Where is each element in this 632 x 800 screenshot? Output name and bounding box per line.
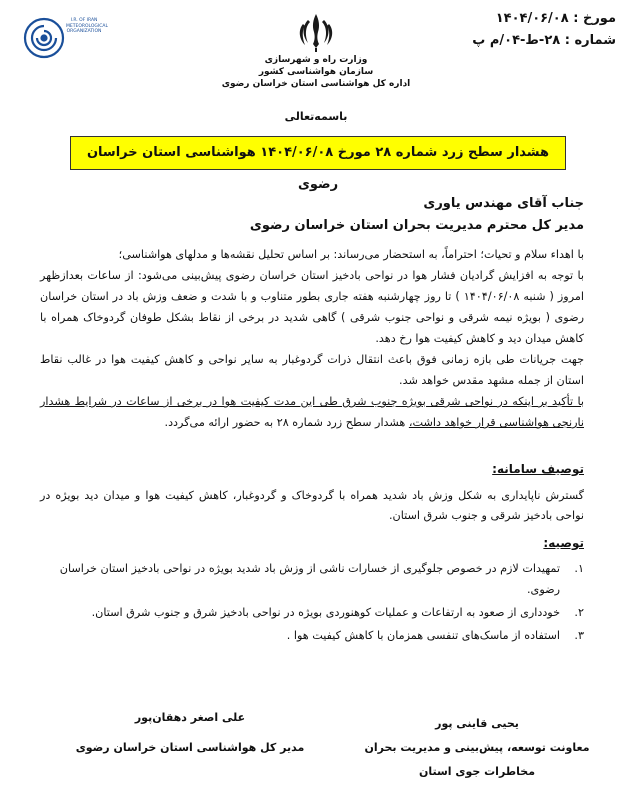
body-paragraph-3 [40, 391, 584, 433]
recommendations-list [40, 558, 584, 648]
signer-title: مخاطرات جوی استان [418, 765, 536, 778]
letter-meta [446, 8, 616, 52]
signature-left [70, 706, 310, 760]
meteorology-logo-icon [22, 16, 66, 60]
recommendations-title: توصیه: [543, 536, 584, 550]
signer-name: یحیی قاینی پور [435, 717, 519, 730]
emphasis-text: با تأکید بر اینکه در نواحی شرقی بویژه جنوب شرق طی این مدت کیفیت هوا در برخی از ساعات در شرایط هشدار نارنجی هواشناسی قرار خواهد داشت، [40, 395, 584, 429]
list-item [40, 625, 584, 646]
date-value: ۱۴۰۴/۰۶/۰۸ [495, 11, 569, 26]
date-line [446, 8, 616, 30]
addressee-title: مدیر کل محترم مدیریت بحران استان خراسان رضوی [249, 218, 584, 233]
system-description-text: گسترش ناپایداری به شکل وزش باد شدید همراه با گردوخاک و گردوغبار، کاهش کیفیت هوا و میدان دید بویژه در نواحی بادخیز شرقی و جنوب شرق استان. [40, 489, 584, 522]
warning-title-banner [70, 136, 566, 192]
body-paragraph-2: جهت جریانات طی بازه زمانی فوق باعث انتقال ذرات گردوغبار به سایر نواحی و کاهش کیفیت هوا در غالب نقاط استان از جمله مشهد مقدس خواهد شد. [40, 353, 584, 387]
list-item-text: تمهیدات لازم در خصوص جلوگیری از خسارات ناشی از وزش باد شدید بویژه در نواحی بادخیز استان خراسان رضوی. [59, 562, 560, 596]
ministry-name: وزارت راه و شهرسازی [264, 55, 368, 65]
system-description-title: توصیف سامانه: [492, 462, 584, 476]
besmeh: باسمه‌تعالی [284, 110, 348, 123]
organization-name: سازمان هواشناسی کشور [258, 67, 374, 77]
list-item [40, 602, 584, 623]
addressee-name: جناب آقای مهندس یاوری [423, 196, 584, 211]
body-paragraph-1: با توجه به افزایش گرادیان فشار هوا در نواحی بادخیز استان خراسان رضوی پیش‌بینی می‌شود: از ساعات بعدازظهر امروز ( شنبه ۱۴۰۴/۰۶/۰۸ ) تا روز چهارشنبه هفته جاری بطور متناوب و با شدت و ضعف وزش باد در استان خراسان رضوی ( بویژه نیمه شرقی و نواحی جنوب شرقی ) گاهی شدید در برخی از نقاط بشکل طوفان گردوخاک همراه با کاهش میدان دید و کاهش کیفیت هوا رخ دهد. [40, 269, 584, 345]
meteorological-logo [22, 12, 108, 90]
signature-right [352, 712, 602, 784]
signer-title: معاونت توسعه، پیش‌بینی و مدیریت بحران [364, 741, 590, 754]
office-name: اداره کل هواشناسی استان خراسان رضوی [221, 79, 411, 89]
signer-name: علی اصغر دهقان‌پور [134, 711, 246, 724]
greeting: با اهداء سلام و تحیات؛ احتراماً، به استحضار می‌رساند: بر اساس تحلیل نقشه‌ها و مدلهای هواشناسی؛ [118, 248, 584, 261]
list-item [40, 558, 584, 600]
date-label: مورخ : [573, 11, 616, 26]
body-paragraph-3-tail: هشدار سطح زرد شماره ۲۸ به حضور ارائه می‌گردد. [164, 416, 409, 429]
list-item-number: ۱. [574, 562, 584, 575]
number-line [446, 30, 616, 52]
list-item-text: خودداری از صعود به ارتفاعات و عملیات کوهنوردی بویژه در نواحی بادخیز شرق و جنوب شرق استان. [91, 606, 560, 619]
number-label: شماره : [564, 33, 616, 48]
logo-caption: I.R. OF IRAN METEOROLOGICAL ORGANIZATION [66, 18, 108, 34]
signer-title: مدیر کل هواشناسی استان خراسان رضوی [75, 741, 305, 754]
list-item-text: استفاده از ماسک‌های تنفسی همزمان با کاهش کیفیت هوا . [286, 629, 560, 642]
number-value: ۲۸-ط-۰۴/م پ [472, 33, 561, 48]
letter-body [40, 244, 584, 433]
iran-emblem-icon [294, 10, 338, 54]
warning-title: هشدار سطح زرد شماره ۲۸ مورخ ۱۴۰۴/۰۶/۰۸ هواشناسی استان خراسان رضوی [86, 145, 550, 192]
list-item-number: ۳. [574, 629, 584, 642]
list-item-number: ۲. [574, 606, 584, 619]
